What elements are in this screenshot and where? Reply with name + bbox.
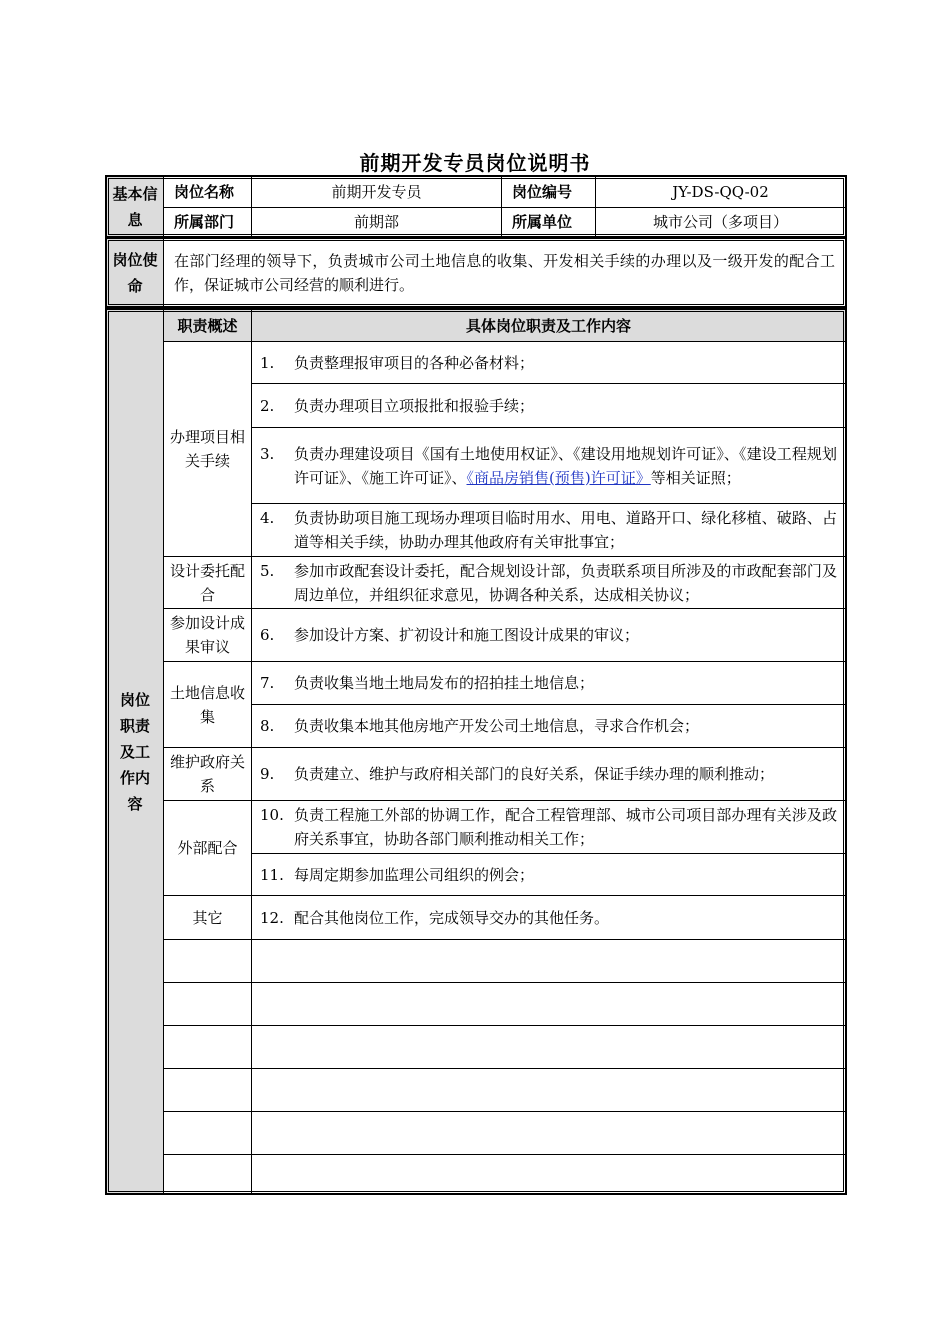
- empty-cell: [164, 1069, 252, 1112]
- duty-item: 10. 负责工程施工外部的协调工作，配合工程管理部、城市公司项目部办理有关涉及政府关系事宜，协助各部门顺利推动相关工作；: [252, 801, 846, 854]
- col-summary-header: 职责概述: [164, 310, 252, 342]
- duty-item: 5. 参加市政配套设计委托，配合规划设计部，负责联系项目所涉及的市政配套部门及周边单位，并组织征求意见，协调各种关系，达成相关协议；: [252, 557, 846, 609]
- duty-item: 6. 参加设计方案、扩初设计和施工图设计成果的审议；: [252, 609, 846, 662]
- category-design-review: 参加设计成果审议: [164, 609, 252, 662]
- duties-label: [107, 310, 164, 1194]
- category-handle-procedures: 办理项目相关手续: [164, 342, 252, 557]
- category-external-coordination: 外部配合: [164, 801, 252, 896]
- department-value: 前期部: [252, 208, 502, 237]
- duty-item: 2. 负责办理项目立项报批和报验手续；: [252, 384, 846, 428]
- unit-label: 所属单位: [502, 208, 596, 237]
- duty-item: 11. 每周定期参加监理公司组织的例会；: [252, 854, 846, 896]
- empty-cell: [164, 1112, 252, 1155]
- duty-item: 9. 负责建立、维护与政府相关部门的良好关系，保证手续办理的顺利推动；: [252, 748, 846, 801]
- position-name-label: 岗位名称: [164, 177, 252, 208]
- duty-item: 12. 配合其他岗位工作，完成领导交办的其他任务。: [252, 896, 846, 940]
- basic-info-section: [105, 175, 847, 238]
- duties-section: [105, 308, 847, 1195]
- mission-label: 岗位使命: [107, 239, 164, 307]
- position-code-value: JY-DS-QQ-02: [596, 177, 846, 208]
- duty-item: 3. 负责办理建设项目《国有土地使用权证》、《建设用地规划许可证》、《建设工程规划许可证》、《施工许可证》、《商品房销售(预售)许可证》等相关证照；: [252, 428, 846, 504]
- category-land-info: 土地信息收集: [164, 662, 252, 748]
- duty-item: 1. 负责整理报审项目的各种必备材料；: [252, 342, 846, 384]
- department-label: 所属部门: [164, 208, 252, 237]
- position-code-label: 岗位编号: [502, 177, 596, 208]
- mission-text: 在部门经理的领导下，负责城市公司土地信息的收集、开发相关手续的办理以及一级开发的配合工作，保证城市公司经营的顺利进行。: [164, 239, 846, 307]
- category-other: 其它: [164, 896, 252, 940]
- empty-cell: [252, 1112, 846, 1155]
- empty-cell: [252, 983, 846, 1026]
- duty-item: 4. 负责协助项目施工现场办理项目临时用水、用电、道路开口、绿化移植、破路、占道等相关手续，协助办理其他政府有关审批事宜；: [252, 504, 846, 557]
- empty-cell: [164, 983, 252, 1026]
- col-detail-header: 具体岗位职责及工作内容: [252, 310, 846, 342]
- empty-cell: [164, 1026, 252, 1069]
- empty-cell: [252, 1026, 846, 1069]
- category-government-relations: 维护政府关系: [164, 748, 252, 801]
- category-design-entrust: 设计委托配合: [164, 557, 252, 609]
- duty-item: 8. 负责收集本地其他房地产开发公司土地信息，寻求合作机会；: [252, 705, 846, 748]
- mission-section: [105, 237, 847, 308]
- basic-info-label: 基本信息: [107, 177, 164, 237]
- duty-item: 7. 负责收集当地土地局发布的招拍挂土地信息；: [252, 662, 846, 705]
- duties-label-text: 岗位职责及工作内容: [119, 690, 150, 813]
- empty-cell: [164, 1155, 252, 1194]
- sales-permit-link[interactable]: 《商品房销售(预售)许可证》: [466, 468, 651, 487]
- document-title: 前期开发专员岗位说明书: [359, 151, 591, 175]
- empty-cell: [252, 940, 846, 983]
- position-name-value: 前期开发专员: [252, 177, 502, 208]
- empty-cell: [252, 1155, 846, 1194]
- empty-cell: [252, 1069, 846, 1112]
- empty-cell: [164, 940, 252, 983]
- unit-value: 城市公司（多项目）: [596, 208, 846, 237]
